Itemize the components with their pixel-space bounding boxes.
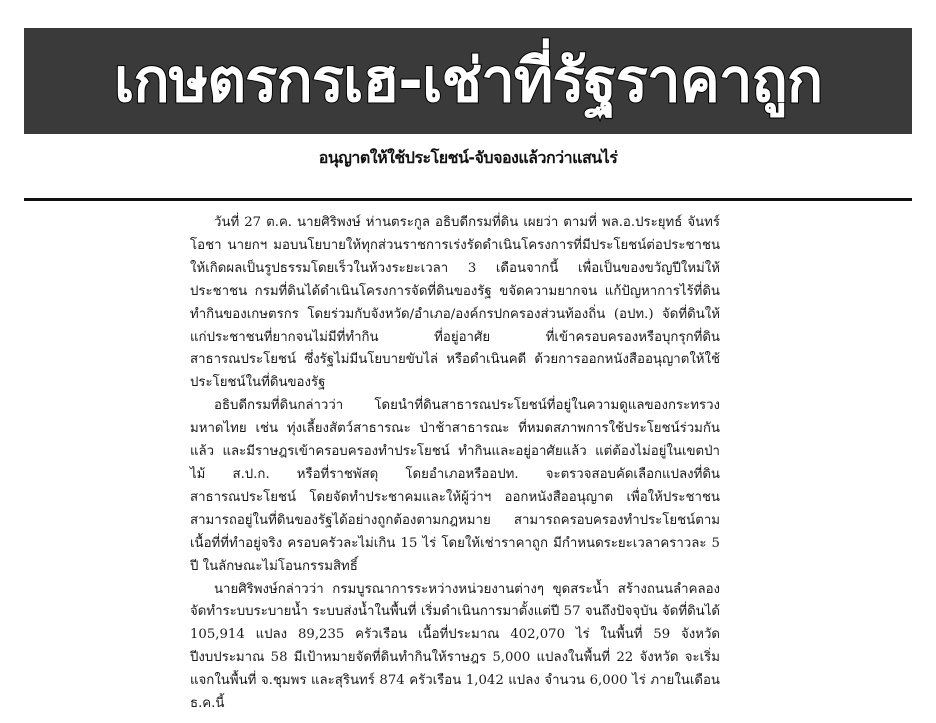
article-headline: เกษตรกรเฮ-เช่าที่รัฐราคาถูก [113, 46, 823, 116]
article-paragraph-2: อธิบดีกรมที่ดินกล่าวว่า โดยนำที่ดินสาธารณประโยชน์ที่อยู่ในความดูแลของกระทรวงมหาดไทย เช่น ทุ่งเลี้ยงสัตว์สาธารณะ ป่าช้าสาธารณะ ที่หมดสภาพการใช้ประโยชน์ร่วมกันแล้ว และมีราษฎรเข้าครอบครองทำประโยชน์ ทำกินและอยู่อาศัยแล้ว แต่ต้องไม่อยู่ในเขตป่าไม้ ส.ป.ก. หรือที่ราชพัสดุ โดยอำเภอหรืออปท. จะตรวจสอบคัดเลือกแปลงที่ดินสาธารณประโยชน์ โดยจัดทำประชาคมและให้ผู้ว่าฯ ออกหนังสืออนุญาต เพื่อให้ประชาชนสามารถอยู่ในที่ดินของรัฐได้อย่างถูกต้องตามกฎหมาย สามารถครอบครองทำประโยชน์ตามเนื้อที่ที่ทำอยู่จริง ครอบครัวละไม่เกิน 15 ไร่ โดยให้เช่าราคาถูก มีกำหนดระยะเวลาคราวละ 5 ปี ในลักษณะไม่โอนกรรมสิทธิ์ [190, 398, 720, 574]
article-subheadline: อนุญาตให้ใช้ประโยชน์-จับจองแล้วกว่าแสนไร่ [318, 148, 618, 167]
article-body [190, 212, 720, 716]
headline-banner [24, 28, 912, 134]
subheadline-underline [24, 198, 912, 201]
article-paragraph-1: วันที่ 27 ต.ค. นายศิริพงษ์ ห่านตระกูล อธิบดีกรมที่ดิน เผยว่า ตามที่ พล.อ.ประยุทธ์ จันทร์โอชา นายกฯ มอบนโยบายให้ทุกส่วนราชการเร่งรัดดำเนินโครงการที่มีประโยชน์ต่อประชาชนให้เกิดผลเป็นรูปธรรมโดยเร็วในห้วงระยะเวลา 3 เดือนจากนี้ เพื่อเป็นของขวัญปีใหม่ให้ประชาชน กรมที่ดินได้ดำเนินโครงการจัดที่ดินของรัฐ ขจัดความยากจน แก้ปัญหาการไร้ที่ดินทำกินของเกษตรกร โดยร่วมกับจังหวัด/อำเภอ/องค์กรปกครองส่วนท้องถิ่น (อปท.) จัดที่ดินให้แก่ประชาชนที่ยากจนไม่มีที่ทำกิน ที่อยู่อาศัย ที่เข้าครอบครองหรือบุกรุกที่ดินสาธารณประโยชน์ ซึ่งรัฐไม่มีนโยบายขับไล่ หรือดำเนินคดี ด้วยการออกหนังสืออนุญาตให้ใช้ประโยชน์ในที่ดินของรัฐ [190, 215, 720, 391]
article-paragraph-3: นายศิริพงษ์กล่าวว่า กรมบูรณาการระหว่างหน่วยงานต่างๆ ขุดสระน้ำ สร้างถนนลำคลอง จัดทำระบบระบายน้ำ ระบบส่งน้ำในพื้นที่ เริ่มดำเนินการมาตั้งแต่ปี 57 จนถึงปัจจุบัน จัดที่ดินได้ 105,914 แปลง 89,235 ครัวเรือน เนื้อที่ประมาณ 402,070 ไร่ ในพื้นที่ 59 จังหวัด ปีงบประมาณ 58 มีเป้าหมายจัดที่ดินทำกินให้ราษฎร 5,000 แปลงในพื้นที่ 22 จังหวัด จะเริ่มแจกในพื้นที่ จ.ชุมพร และสุรินทร์ 874 ครัวเรือน 1,042 แปลง จำนวน 6,000 ไร่ ภายในเดือนธ.ค.นี้ [190, 581, 720, 712]
